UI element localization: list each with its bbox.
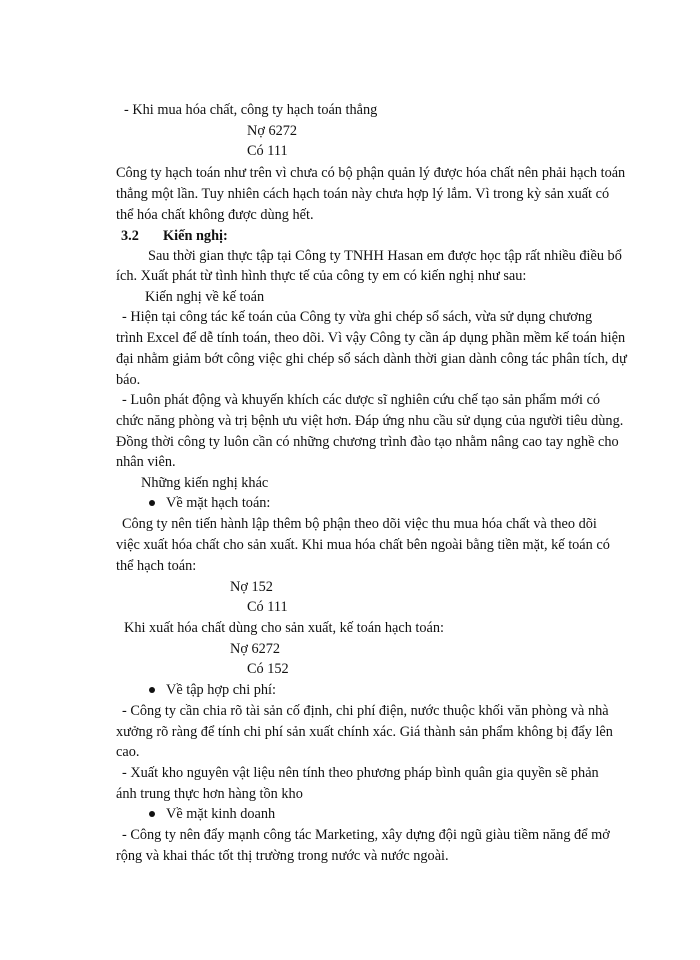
text-line: - Xuất kho nguyên vật liệu nên tính theo phương pháp bình quân gia quyền sẽ phản bbox=[122, 765, 599, 781]
text-line: việc xuất hóa chất cho sản xuất. Khi mua hóa chất bên ngoài bằng tiền mặt, kế toán có bbox=[116, 537, 610, 553]
bullet-icon bbox=[149, 811, 155, 817]
text-line: thể hạch toán: bbox=[116, 558, 197, 574]
section-title: Kiến nghị: bbox=[163, 228, 228, 244]
text-line: - Công ty cần chia rõ tài sản cố định, chi phí điện, nước thuộc khối văn phòng và nhà bbox=[122, 703, 609, 719]
text-line: thẳng một lần. Tuy nhiên cách hạch toán này chưa hợp lý lắm. Vì trong kỳ sản xuất có bbox=[116, 186, 610, 202]
text-line: - Công ty nên đẩy mạnh công tác Marketing, xây dựng đội ngũ giàu tiềm năng để mở bbox=[122, 827, 610, 843]
credit-entry: Có 152 bbox=[247, 661, 289, 677]
credit-entry: Có 111 bbox=[247, 143, 288, 159]
credit-entry: Có 111 bbox=[247, 599, 288, 615]
bullet-item: Về mặt kinh doanh bbox=[166, 806, 276, 822]
subheading: Những kiến nghị khác bbox=[141, 475, 269, 491]
debit-entry: Nợ 6272 bbox=[230, 641, 281, 657]
text-line: thể hóa chất không được dùng hết. bbox=[116, 207, 314, 223]
debit-entry: Nợ 6272 bbox=[247, 123, 298, 139]
subheading: Kiến nghị về kế toán bbox=[145, 289, 265, 305]
text-line: - Luôn phát động và khuyến khích các dược sĩ nghiên cứu chế tạo sản phẩm mới có bbox=[122, 392, 601, 408]
text-line: Công ty nên tiến hành lập thêm bộ phận theo dõi việc thu mua hóa chất và theo dõi bbox=[122, 516, 597, 532]
bullet-icon bbox=[149, 687, 155, 693]
text-line: Đồng thời công ty luôn cần có những chương trình đào tạo nhằm nâng cao tay nghề cho bbox=[116, 434, 619, 450]
section-number: 3.2 bbox=[121, 228, 139, 244]
text-line: đại nhằm giảm bớt công việc ghi chép sổ sách dành thời gian dành công tác phân tích, dự bbox=[116, 351, 627, 367]
bullet-item: Về mặt hạch toán: bbox=[166, 495, 271, 511]
text-line: Sau thời gian thực tập tại Công ty TNHH Hasan em được học tập rất nhiều điều bổ bbox=[148, 248, 622, 264]
text-line: Công ty hạch toán như trên vì chưa có bộ phận quản lý được hóa chất nên phải hạch toán bbox=[116, 165, 626, 181]
text-line: ích. Xuất phát từ tình hình thực tế của công ty em có kiến nghị như sau: bbox=[116, 268, 527, 284]
bullet-item: Về tập hợp chi phí: bbox=[166, 682, 276, 698]
text-line: Khi xuất hóa chất dùng cho sản xuất, kế toán hạch toán: bbox=[124, 620, 444, 636]
text-line: - Khi mua hóa chất, công ty hạch toán thẳng bbox=[124, 102, 378, 118]
debit-entry: Nợ 152 bbox=[230, 579, 273, 595]
text-line: - Hiện tại công tác kế toán của Công ty vừa ghi chép sổ sách, vừa sử dụng chương bbox=[122, 309, 593, 325]
bullet-icon bbox=[149, 500, 155, 506]
text-line: xưởng rõ ràng để tính chi phí sản xuất chính xác. Giá thành sản phẩm không bị đẩy lên bbox=[116, 724, 613, 740]
text-line: rộng và khai thác tốt thị trường trong nước và nước ngoài. bbox=[116, 848, 449, 864]
text-line: cao. bbox=[116, 744, 140, 760]
text-line: chức năng phòng và trị bệnh ưu việt hơn. Đáp ứng nhu cầu sử dụng của người tiêu dùng. bbox=[116, 413, 624, 429]
text-line: báo. bbox=[116, 372, 141, 388]
text-line: nhân viên. bbox=[116, 454, 176, 470]
text-line: ánh trung thực hơn hàng tồn kho bbox=[116, 786, 303, 802]
text-line: trình Excel để dễ tính toán, theo dõi. Vì vậy Công ty cần áp dụng phần mềm kế toán hiện bbox=[116, 330, 626, 346]
